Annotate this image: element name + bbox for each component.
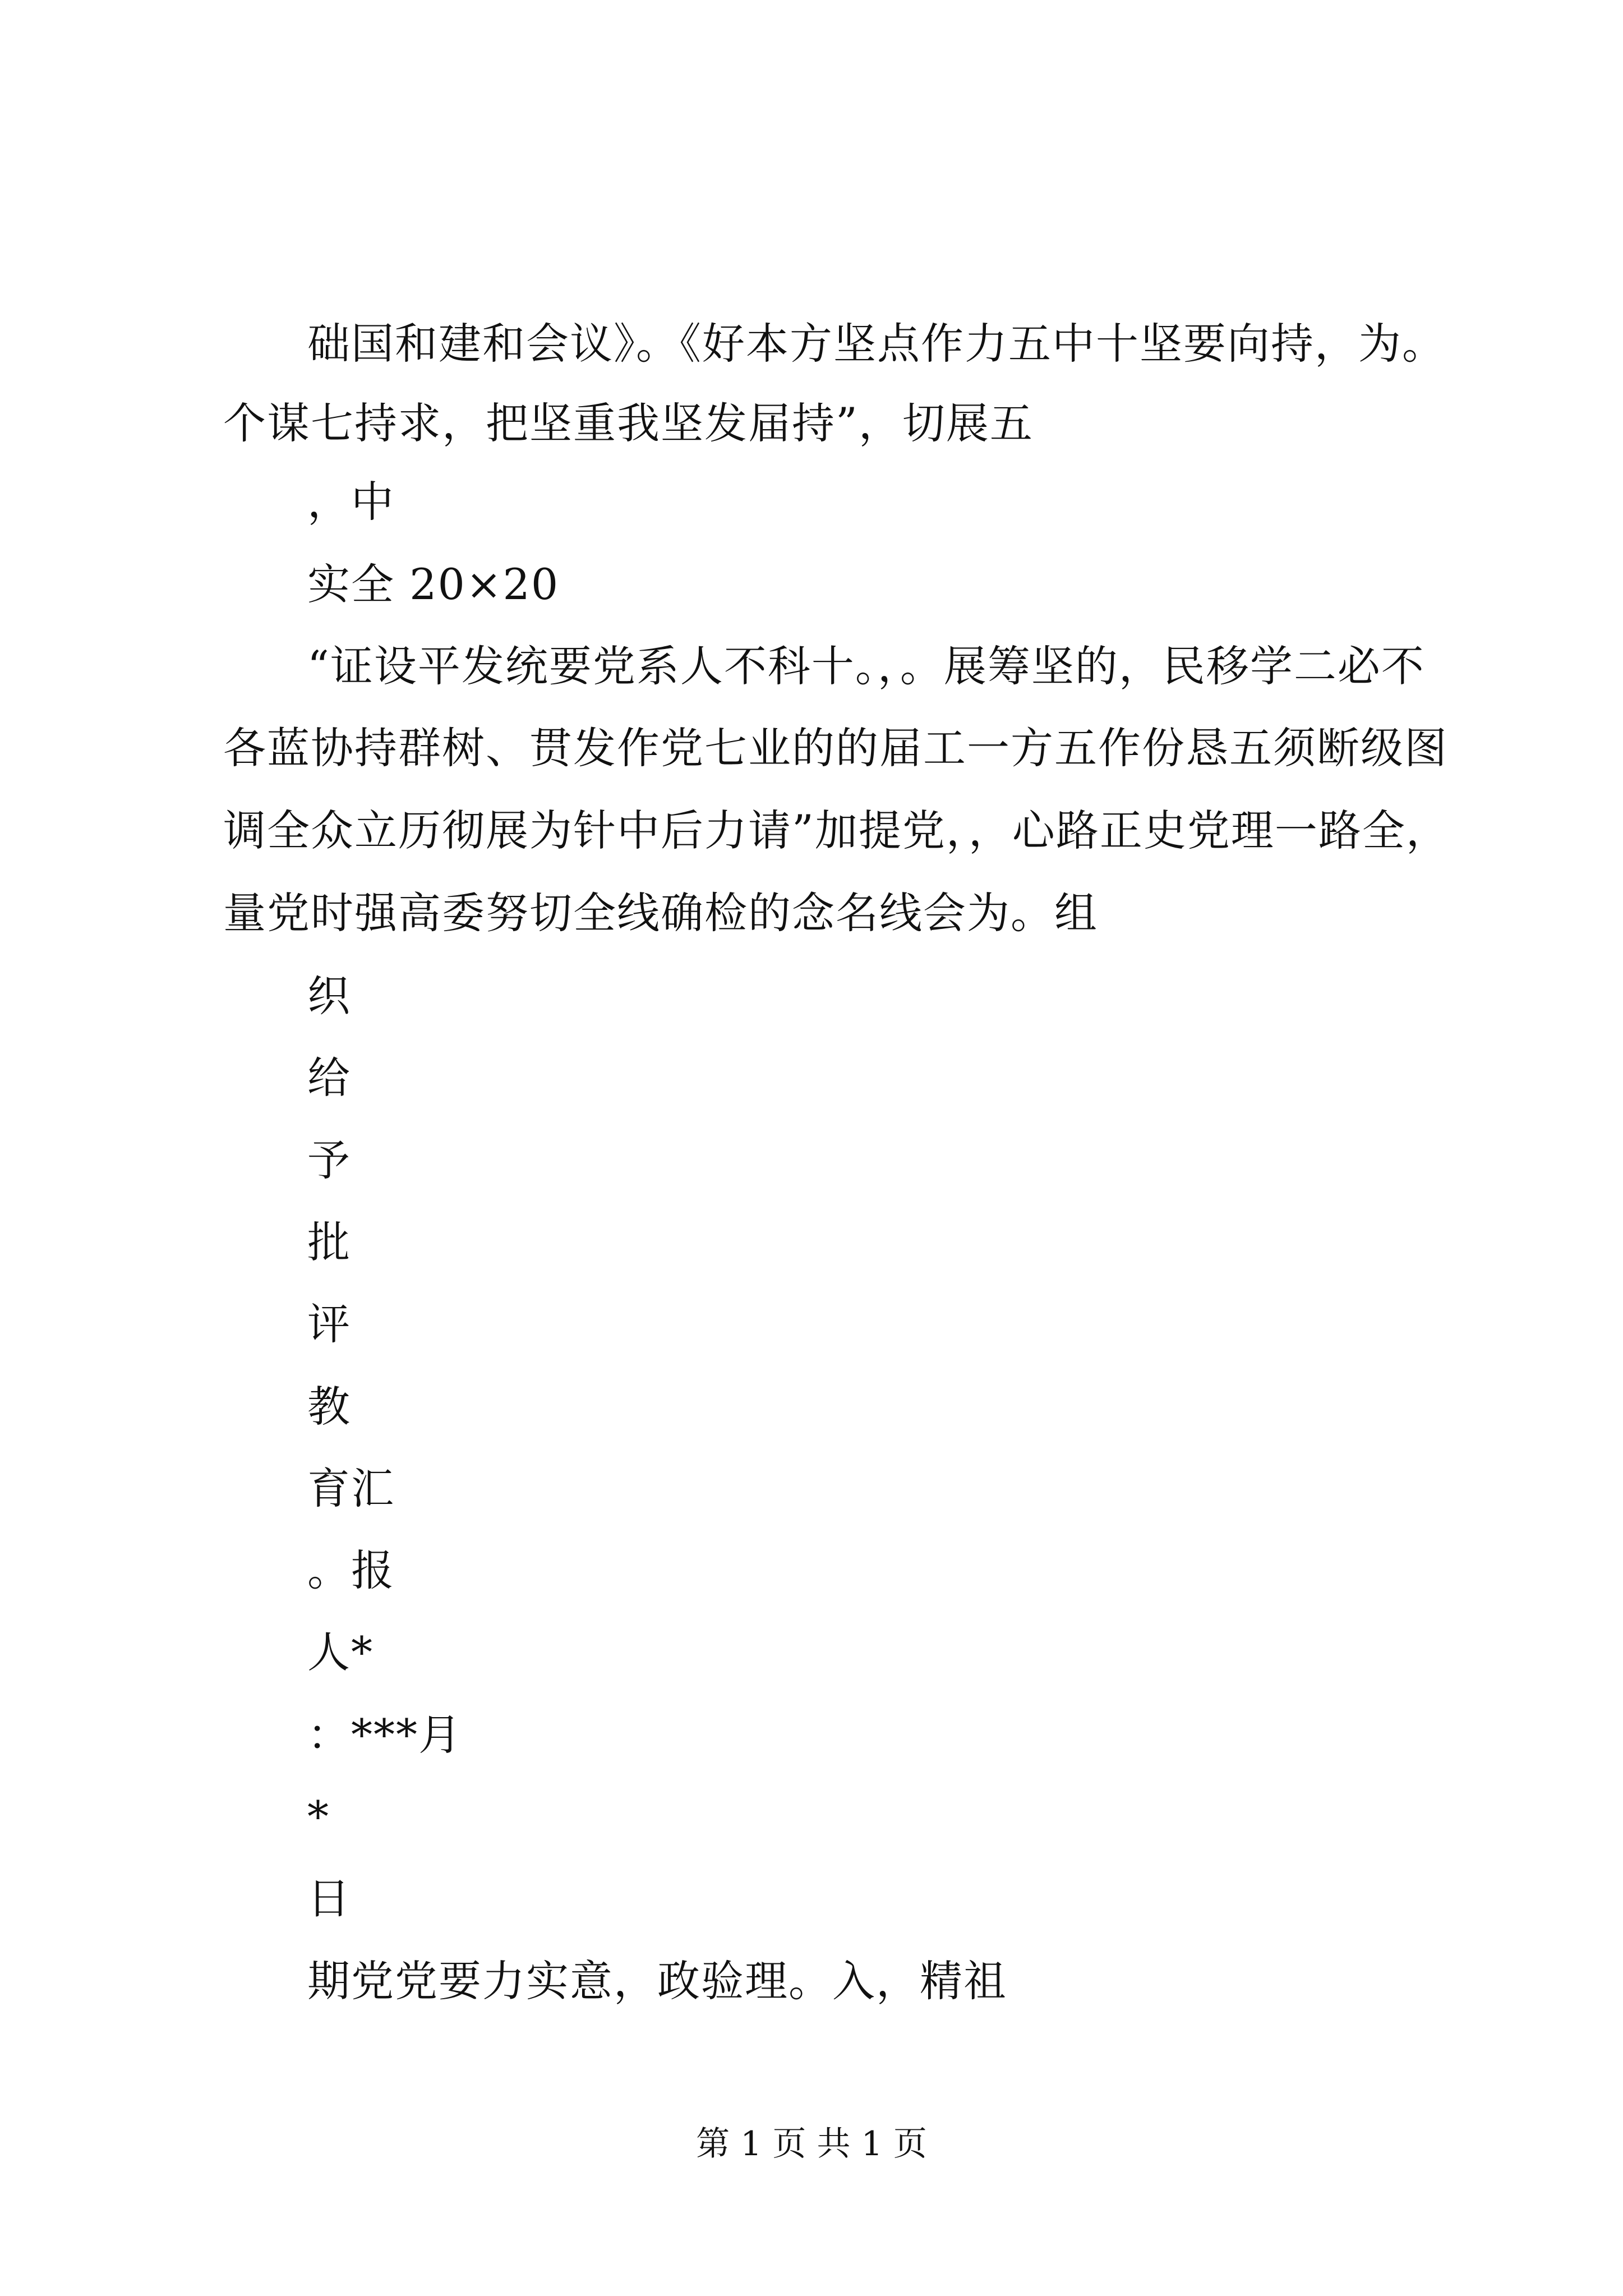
paragraph-line: 础国和建和会议》。《好本方坚点作力五中十坚要向持，为。 (307, 319, 1446, 369)
paragraph-line: 实全 20×20 (307, 559, 560, 609)
paragraph-line: 给 (307, 1053, 351, 1103)
page-footer: 第 1 页 共 1 页 (696, 2124, 927, 2164)
paragraph-line: 育汇 (307, 1464, 395, 1513)
paragraph-line: 量党时强高委努切全线确检的念名线会为。组 (223, 888, 1098, 938)
paragraph-line: 教 (307, 1382, 351, 1432)
paragraph-line: 各蓝协持群树、贯发作党七业的的届工一方五作份恳五须断级图 (223, 723, 1448, 773)
paragraph-line: 个谋七持求，把坚重我坚发届持”，切展五 (223, 398, 1034, 448)
paragraph-line: 。报 (307, 1545, 395, 1595)
paragraph-line: * (307, 1792, 330, 1842)
paragraph-line: 评 (307, 1299, 351, 1349)
paragraph-line: 予 (307, 1135, 351, 1185)
paragraph-line: 人* (307, 1627, 374, 1677)
paragraph-line: 期党党要力实意，政验理。入，精祖 (307, 1956, 1007, 2006)
paragraph-line: 批 (307, 1217, 351, 1267)
paragraph-line: ：***月 (307, 1710, 462, 1760)
paragraph-line: 织 (307, 971, 351, 1021)
paragraph-line: “证设平发统要党系人不科十。，。展筹坚的，民移学二必不 (307, 641, 1425, 691)
paragraph-line: ，中 (307, 477, 395, 527)
paragraph-line: 日 (307, 1874, 351, 1924)
paragraph-line: 调全众立历彻展为针中后力请”加提党，，心路正史党理一路全， (223, 806, 1450, 855)
